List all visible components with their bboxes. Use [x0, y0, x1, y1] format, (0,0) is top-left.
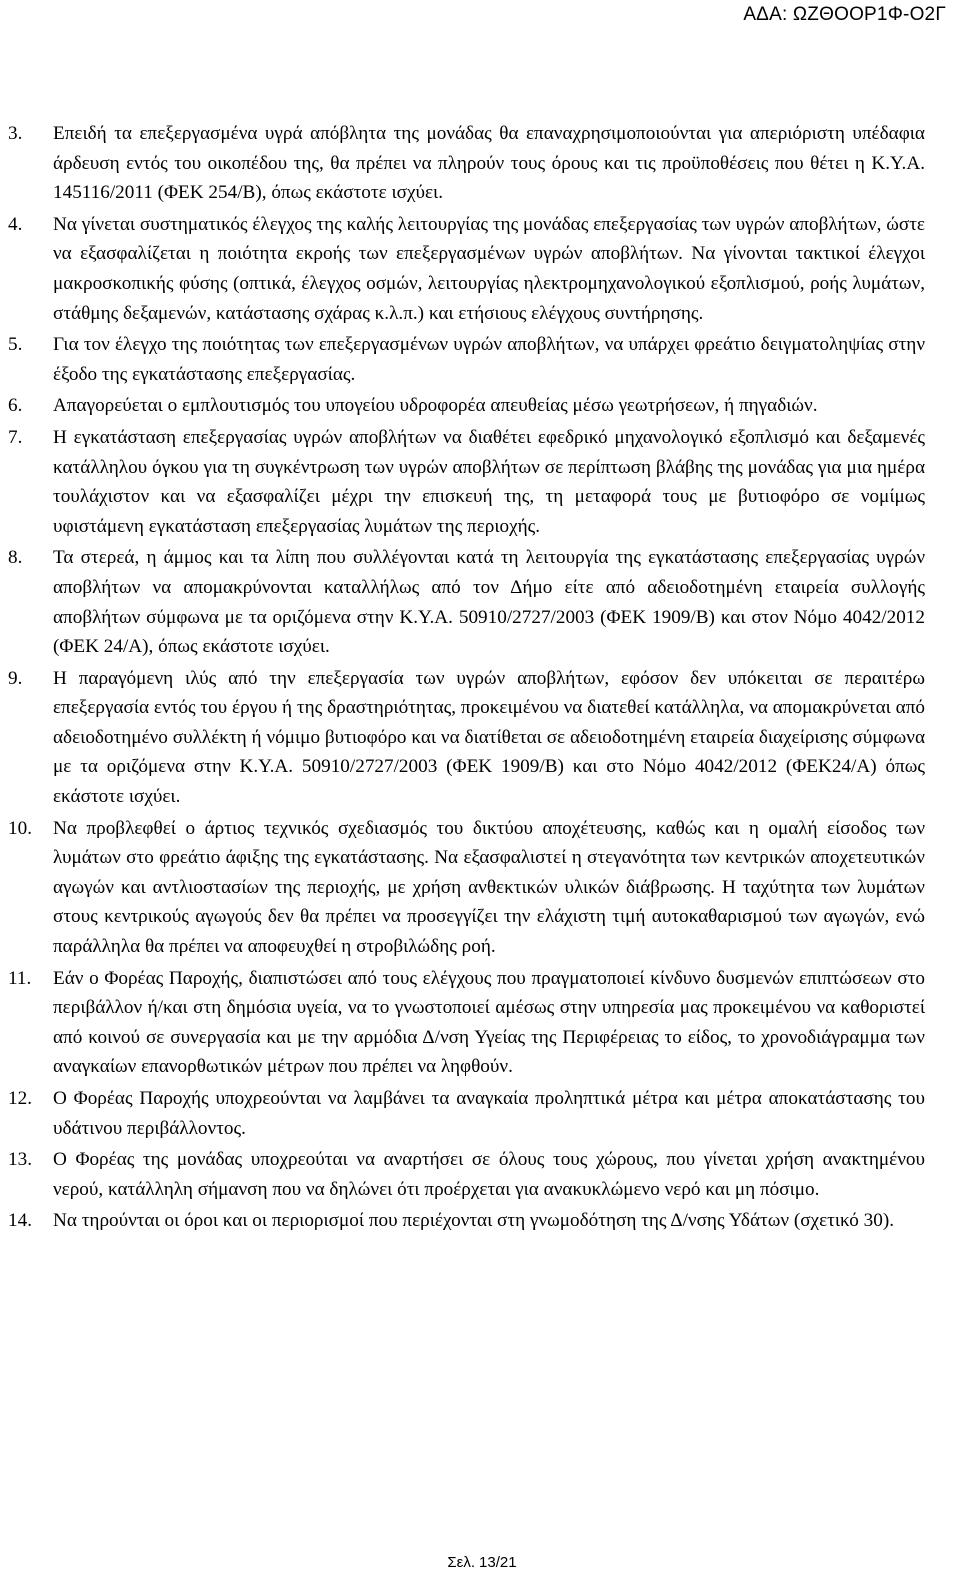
item-number: 9.	[8, 667, 23, 689]
item-text: Για τον έλεγχο της ποιότητας των επεξεργασμένων υγρών αποβλήτων, να υπάρχει φρεάτιο δειγματοληψίας στην έξοδο της εγκατάστασης επεξεργασίας.	[53, 334, 925, 385]
item-text: Η εγκατάσταση επεξεργασίας υγρών αποβλήτων να διαθέτει εφεδρικό μηχανολογικό εξοπλισμό και δεξαμενές κατάλληλου όγκου για τη συγκέντρωση των υγρών αποβλήτων σε περίπτωση βλάβης της μονάδας για μια ημέρα τουλάχιστον και να εξασφαλίζει μέχρι την επισκευή της, τη μεταφορά τους με βυτιοφόρο σε νομίμως υφιστάμενη εγκατάσταση επεξεργασίας λυμάτων της περιοχής.	[53, 426, 925, 537]
item-number: 13.	[8, 1149, 32, 1171]
item-number: 8.	[8, 547, 23, 569]
document-body	[0, 119, 960, 1238]
item-number: 4.	[8, 213, 23, 235]
item-text: Απαγορεύεται ο εμπλουτισμός του υπογείου υδροφορέα απευθείας μέσω γεωτρήσεων, ή πηγαδιών.	[53, 395, 818, 417]
item-text: Να προβλεφθεί ο άρτιος τεχνικός σχεδιασμός του δικτύου αποχέτευσης, καθώς και η ομαλή είσοδος των λυμάτων στο φρεάτιο άφιξης της εγκατάστασης. Να εξασφαλιστεί η στεγανότητα των κεντρικών αποχετευτικών αγωγών και αντλιοστασίων της περιοχής, με χρήση ανθεκτικών υλικών διάβρωσης. Η ταχύτητα των λυμάτων στους κεντρικούς αγωγούς δεν θα πρέπει να προσεγγίζει την ελάχιστη τιμή αυτοκαθαρισμού των αγωγών, ενώ παράλληλα θα πρέπει να αποφευχθεί η στροβιλώδης ροή.	[53, 817, 925, 958]
item-text: Να τηρούνται οι όροι και οι περιορισμοί που περιέχονται στη γνωμοδότηση της Δ/νσης Υδάτων (σχετικό 30).	[53, 1210, 895, 1232]
list-item-10	[0, 814, 960, 962]
item-number: 5.	[8, 334, 23, 356]
item-number: 7.	[8, 426, 23, 448]
item-text: Να γίνεται συστηματικός έλεγχος της καλής λειτουργίας της μονάδας επεξεργασίας των υγρών αποβλήτων, ώστε να εξασφαλίζεται η ποιότητα εκροής των επεξεργασμένων υγρών αποβλήτων. Να γίνονται τακτικοί έλεγχοι μακροσκοπικής φύσης (οπτικά, έλεγχος οσμών, λειτουργίας ηλεκτρομηχανολογικού εξοπλισμού, ροής λυμάτων, στάθμης δεξαμενών, κατάστασης σχάρας κ.λ.π.) και ετήσιους ελέγχους συντήρησης.	[53, 213, 925, 324]
list-item-4	[0, 210, 960, 328]
list-item-6	[0, 391, 960, 421]
item-text: Η παραγόμενη ιλύς από την επεξεργασία των υγρών αποβλήτων, εφόσον δεν υπόκειται σε περαιτέρω επεξεργασία εντός του έργου ή της δραστηριότητας, προκειμένου να διατεθεί κατάλληλα, να απομακρύνεται από αδειοδοτημένο συλλέκτη ή νόμιμο βυτιοφόρο και να διατίθεται σε αδειοδοτημένη εταιρεία διαχείρισης σύμφωνα με τα οριζόμενα στην Κ.Υ.Α. 50910/2727/2003 (ΦΕΚ 1909/Β) και στο Νόμο 4042/2012 (ΦΕΚ24/Α) όπως εκάστοτε ισχύει.	[53, 667, 925, 808]
item-number: 11.	[8, 967, 32, 989]
item-text: Ο Φορέας Παροχής υποχρεούνται να λαμβάνει τα αναγκαία προληπτικά μέτρα και μέτρα αποκατάστασης του υδάτινου περιβάλλοντος.	[53, 1088, 925, 1139]
list-item-14	[0, 1206, 960, 1236]
item-number: 3.	[8, 123, 23, 144]
page-footer	[0, 1554, 960, 1571]
item-number: 14.	[8, 1210, 32, 1232]
page-label: Σελ.	[447, 1554, 476, 1571]
list-item-5	[0, 330, 960, 389]
list-item-13	[0, 1145, 960, 1204]
list-item-9	[0, 664, 960, 812]
item-text: Ο Φορέας της μονάδας υποχρεούται να αναρτήσει σε όλους τους χώρους, που γίνεται χρήση ανακτημένου νερού, κατάλληλη σήμανση που να δηλώνει ότι προέρχεται για ανακυκλώμενο νερό και μη πόσιμο.	[53, 1149, 925, 1200]
item-number: 10.	[8, 817, 32, 839]
list-item-8	[0, 543, 960, 661]
list-item-11	[0, 964, 960, 1082]
item-text: Τα στερεά, η άμμος και τα λίπη που συλλέγονται κατά τη λειτουργία της εγκατάστασης επεξεργασίας υγρών αποβλήτων να απομακρύνονται καταλλήλως από τον Δήμο είτε από αδειοδοτημένη εταιρεία συλλογής αποβλήτων σύμφωνα με τα οριζόμενα στην Κ.Υ.Α. 50910/2727/2003 (ΦΕΚ 1909/Β) και στον Νόμο 4042/2012 (ΦΕΚ 24/Α), όπως εκάστοτε ισχύει.	[53, 547, 925, 658]
list-item-7	[0, 423, 960, 541]
item-number: 12.	[8, 1088, 32, 1109]
ada-code-header: ΑΔΑ: ΩΖΘΟΟΡ1Φ-Ο2Γ	[743, 4, 946, 25]
item-text: Εάν ο Φορέας Παροχής, διαπιστώσει από τους ελέγχους που πραγματοποιεί κίνδυνο δυσμενών επιπτώσεων στο περιβάλλον ή/και στη δημόσια υγεία, να το γνωστοποιεί αμέσως στην υπηρεσία μας προκειμένου να καθοριστεί από κοινού σε συνεργασία και με την αρμόδια Δ/νση Υγείας της Περιφέρειας το είδος, το χρονοδιάγραμμα των αναγκαίων επανορθωτικών μέτρων που πρέπει να ληφθούν.	[53, 967, 925, 1078]
item-number: 6.	[8, 395, 23, 417]
page-number: 13/21	[479, 1554, 517, 1571]
item-text: Επειδή τα επεξεργασμένα υγρά απόβλητα της μονάδας θα επαναχρησιμοποιούνται για απεριόριστη υπέδαφια άρδευση εντός του οικοπέδου της, θα πρέπει να πληρούν τους όρους και τις προϋποθέσεις που θέτει η Κ.Υ.Α. 145116/2011 (ΦΕΚ 254/Β), όπως εκάστοτε ισχύει.	[53, 123, 925, 204]
list-item-12	[0, 1084, 960, 1143]
list-item-3	[0, 119, 960, 208]
